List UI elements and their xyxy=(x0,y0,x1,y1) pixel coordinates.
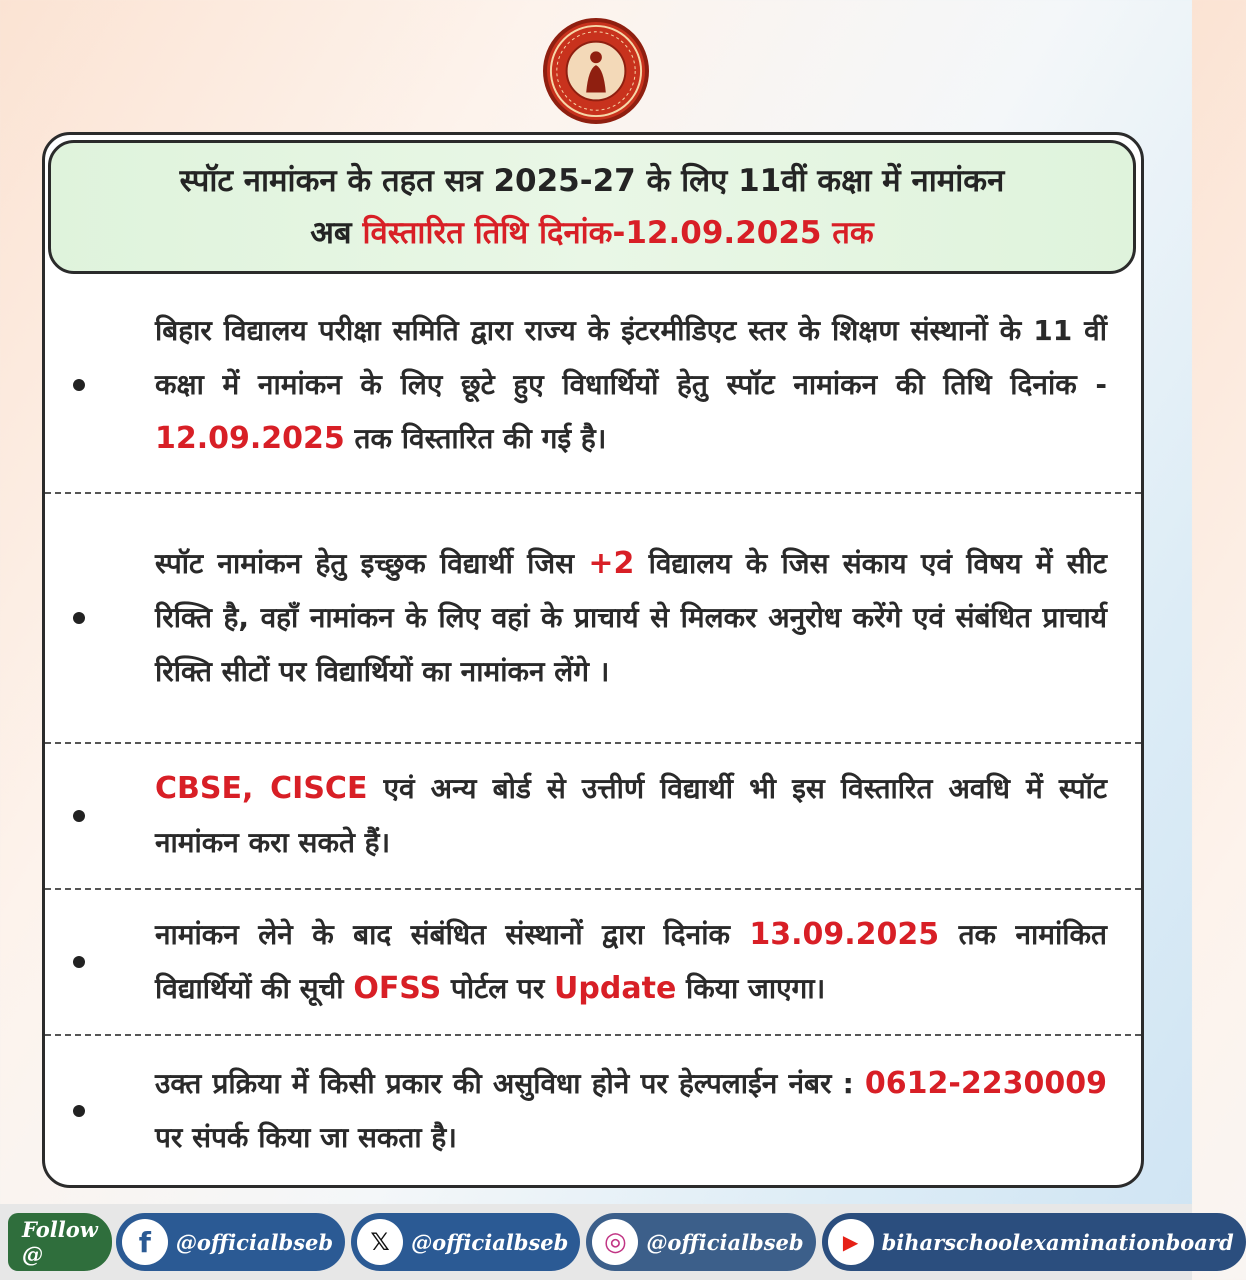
follow-label: Follow @ xyxy=(8,1213,112,1271)
title-highlight: विस्तारित तिथि दिनांक-12.09.2025 तक xyxy=(362,215,874,251)
facebook-handle: @officialbseb xyxy=(175,1229,334,1255)
bullet-icon xyxy=(73,612,85,624)
item-text xyxy=(155,537,1107,699)
item-text xyxy=(155,762,1107,870)
item-text-part: बिहार विद्यालय परीक्षा समिति द्वारा राज्य के इंटरमीडिएट स्तर के शिक्षण संस्थानों के 11 वीं कक्षा में नामांकन के लिए छूटे हुए विधार्थियों हेतु स्पॉट नामांकन की तिथि दिनांक - xyxy=(155,314,1107,401)
item-text-part: नामांकन लेने के बाद संबंधित संस्थानों द्वारा दिनांक xyxy=(155,918,750,951)
bseb-seal-icon xyxy=(547,22,645,120)
item-text-part: विद्यालय के जिस संकाय एवं विषय में सीट रिक्ति है, वहाँ नामांकन के लिए वहां के प्राचार्य से मिलकर अनुरोध करेंगे एवं संबंधित प्राचार्य रिक्ति सीटों पर विद्यार्थियों का नामांकन लेंगे । xyxy=(155,547,1107,688)
instagram-glyph: ◎ xyxy=(604,1227,627,1257)
youtube-link[interactable] xyxy=(822,1213,1246,1271)
item-text-part: उक्त प्रक्रिया में किसी प्रकार की असुविधा होने पर हेल्पलाईन नंबर : xyxy=(155,1067,865,1100)
item-text-part: किया जाएगा। xyxy=(676,972,826,1005)
list-item xyxy=(45,1036,1141,1186)
title-line-1: स्पॉट नामांकन के तहत सत्र 2025-27 के लिए 11वीं कक्षा में नामांकन xyxy=(179,163,1005,199)
instagram-link[interactable] xyxy=(586,1213,815,1271)
list-item xyxy=(45,278,1141,494)
notice-items xyxy=(45,278,1141,1186)
item-text-part: पर संपर्क किया जा सकता है। xyxy=(155,1121,457,1154)
bullet-icon xyxy=(73,1105,85,1117)
youtube-handle: biharschoolexaminationboard xyxy=(881,1229,1234,1255)
item-text-part: तक विस्तारित की गई है। xyxy=(344,422,607,455)
item-text xyxy=(155,908,1107,1016)
item-text xyxy=(155,304,1107,466)
bseb-logo xyxy=(543,18,649,124)
list-item xyxy=(45,890,1141,1036)
update-highlight: Update xyxy=(554,971,677,1006)
boards-highlight: CBSE, CISCE xyxy=(155,771,368,806)
item-text-part: पोर्टल पर xyxy=(441,972,555,1005)
instagram-icon xyxy=(592,1219,638,1265)
instagram-handle: @officialbseb xyxy=(646,1229,804,1255)
item-text-part: एवं अन्य बोर्ड से उत्तीर्ण विद्यार्थी भी इस विस्तारित अवधि में स्पॉट नामांकन करा सकते हैं। xyxy=(155,772,1107,859)
item-text xyxy=(155,1057,1107,1165)
date-highlight: 13.09.2025 xyxy=(749,917,940,952)
item-text-part: स्पॉट नामांकन हेतु इच्छुक विद्यार्थी जिस xyxy=(155,547,589,580)
facebook-link[interactable] xyxy=(116,1213,345,1271)
social-footer xyxy=(0,1204,1234,1280)
bullet-icon xyxy=(73,810,85,822)
item-text-part: तक नामांकित विद्यार्थियों की सूची xyxy=(155,918,1107,1005)
x-link[interactable] xyxy=(351,1213,580,1271)
plus-two-highlight: +2 xyxy=(588,546,635,581)
bullet-icon xyxy=(73,379,85,391)
list-item xyxy=(45,744,1141,890)
title-prefix: अब xyxy=(310,215,363,251)
helpline-number: 0612-2230009 xyxy=(864,1066,1107,1101)
ofss-highlight: OFSS xyxy=(353,971,442,1006)
date-highlight: 12.09.2025 xyxy=(155,421,345,456)
youtube-icon xyxy=(828,1219,874,1265)
x-handle: @officialbseb xyxy=(411,1229,569,1255)
bullet-icon xyxy=(73,956,85,968)
list-item xyxy=(45,494,1141,744)
x-icon xyxy=(357,1219,403,1265)
facebook-glyph: f xyxy=(138,1225,151,1259)
notice-title-box xyxy=(48,140,1136,274)
facebook-icon xyxy=(122,1219,168,1265)
title-line-2 xyxy=(310,207,874,259)
x-glyph: 𝕏 xyxy=(370,1228,390,1256)
youtube-glyph: ▶ xyxy=(842,1230,859,1254)
